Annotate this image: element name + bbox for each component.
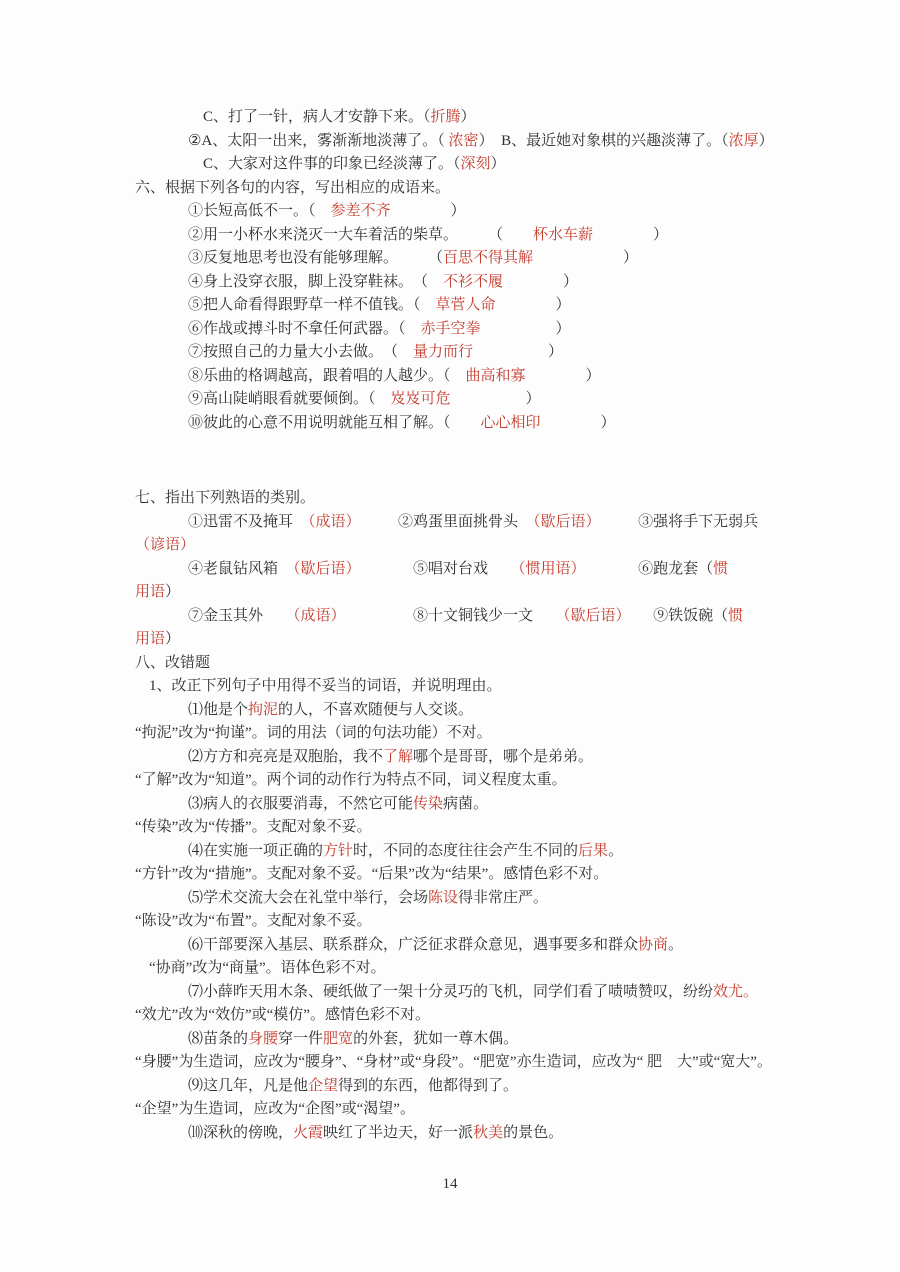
text-segment: ⑺小薛昨天用木条、硬纸做了一架十分灵巧的飞机，同学们看了啧啧赞叹，纷纷 [188, 983, 714, 1000]
text-segment: 哪个是哥哥，哪个是弟弟。 [413, 748, 594, 765]
section6-item-4 [188, 271, 840, 295]
answer-text: 了解 [383, 748, 414, 765]
text-segment: ） B、最近她对象棋的兴趣淡薄了。（ [478, 132, 729, 149]
section7-row-3-wrap [135, 628, 840, 652]
text-segment: ） [165, 631, 181, 647]
text-segment: ④老鼠钻风箱 [188, 560, 294, 577]
page-number: 14 [442, 1176, 458, 1192]
answer-text: 草菅人命 [435, 297, 496, 313]
text-segment: ①迅雷不及掩耳 [188, 513, 309, 530]
section8-item-5 [188, 887, 840, 911]
text-segment: ⑧乐曲的格调越高，跟着唱的人越少。（ [188, 367, 466, 384]
text-segment: ⑨高山陡峭眼看就要倾倒。（ [188, 391, 391, 407]
section8-answer-9 [135, 1098, 840, 1122]
answer-text: 折腾 [430, 109, 461, 125]
text-segment: ） [480, 320, 571, 337]
text-segment: ⑸学术交流大会在礼堂中举行，会场 [188, 889, 429, 906]
section6-item-9 [188, 388, 840, 412]
section6-item-1 [188, 200, 840, 224]
text-segment: C、打了一针，病人才安静下来。（ [203, 109, 431, 125]
text-segment: 时，不同的态度往往会产生不同的 [353, 842, 579, 859]
answer-text: 身腰 [248, 1030, 279, 1047]
text-segment: ⑤把人命看得跟野草一样不值钱。（ [188, 297, 436, 313]
text-segment: ⑥作战或搏斗时不拿任何武器。（ [188, 320, 421, 337]
answer-text: 岌岌可危 [390, 391, 451, 407]
text-segment: “方针”改为“措施”。支配对象不妥。“后果”改为“结果”。感情色彩不对。 [135, 866, 609, 882]
text-segment: 穿一件 [278, 1030, 324, 1047]
section8-item-2 [188, 746, 840, 770]
text-segment: ②A、太阳一出来，雾渐渐地淡薄了。（ [188, 132, 449, 149]
text-segment: “协商”改为“商量”。语体色彩不对。 [149, 960, 386, 976]
section6-item-10 [188, 412, 840, 436]
text-segment: 的人，不喜欢随便与人交谈。 [278, 701, 474, 718]
text-segment: “身腰”为生造词，应改为“腰身”、“身材”或“身段”。“肥宽”亦生造词，应改为“ 肥 大”或“宽大”。 [135, 1054, 772, 1070]
section8-answer-1 [135, 722, 840, 746]
text-segment: “企望”为生造词，应改为“企图”或“渴望”。 [135, 1101, 415, 1117]
text-segment: ） [525, 367, 601, 384]
section8-answer-2 [135, 769, 840, 793]
text-segment: ⑵方方和亮亮是双胞胎，我不 [188, 748, 384, 765]
text-segment: ⑥跑龙套（ [578, 560, 714, 577]
text-segment: 的景色。 [503, 1124, 564, 1141]
section8-answer-4 [135, 863, 840, 887]
text-segment: ④身上没穿衣服，脚上没穿鞋袜。 （ [188, 273, 444, 290]
document-body [135, 106, 840, 1145]
section8-answer-6 [149, 957, 840, 981]
section8-item-3 [188, 793, 840, 817]
section8-item-8 [188, 1028, 840, 1052]
answer-text: 浓厚 [728, 132, 759, 149]
text-segment: ） [533, 250, 639, 266]
answer-text: 企望 [308, 1077, 339, 1094]
answer-text: 曲高和寡 [465, 367, 526, 384]
text-segment: “了解”改为“知道”。两个词的动作行为特点不同，词义程度太重。 [135, 772, 567, 788]
section6-item-2 [188, 224, 840, 248]
answer-text: 陈设 [428, 889, 459, 906]
item-line-c1 [203, 106, 840, 130]
answer-text: （谚语） [135, 537, 196, 553]
answer-text: 肥宽 [323, 1030, 354, 1047]
section8-item-7 [188, 981, 840, 1005]
section8-answer-8 [135, 1051, 840, 1075]
text-segment: ⑼这几年，凡是他 [188, 1077, 309, 1094]
section7-row-1 [188, 511, 840, 535]
answer-text: （惯用语） [518, 560, 579, 577]
answer-text: 秋美 [473, 1124, 504, 1141]
text-segment: ） [390, 203, 466, 219]
text-segment: ①长短高低不一。（ [188, 203, 331, 219]
answer-text: （歇后语） [563, 607, 624, 624]
answer-text: 百思不得其解 [443, 250, 534, 266]
answer-text: （成语） [293, 607, 339, 624]
item-line-2ab [188, 130, 840, 154]
section8-item-6 [188, 934, 840, 958]
section7-row-2-wrap [135, 581, 840, 605]
text-segment: 。 [608, 842, 624, 859]
text-segment: ⑦金玉其外 [188, 607, 294, 624]
answer-text: （歇后语） [533, 513, 594, 530]
answer-text: 用语 [135, 631, 166, 647]
text-segment: ） [460, 109, 476, 125]
section6-item-7 [188, 341, 840, 365]
section-6-heading [135, 177, 840, 201]
text-segment: 得非常庄严。 [458, 889, 549, 906]
item-line-c2 [203, 153, 840, 177]
answer-text: 量力而行 [413, 344, 474, 360]
section8-item-9 [188, 1075, 840, 1099]
answer-text: 不衫不履 [443, 273, 504, 290]
answer-text: 传染 [413, 795, 444, 812]
answer-text: 效尤。 [713, 983, 759, 1000]
answer-text: 赤手空拳 [420, 320, 481, 337]
section7-row-3 [188, 605, 840, 629]
text-segment: ⑽深秋的傍晚， [188, 1124, 294, 1141]
text-segment: “传染”改为“传播”。支配对象不妥。 [135, 819, 372, 835]
text-segment: “拘泥”改为“拘谨”。词的用法（词的句法功能）不对。 [135, 725, 492, 741]
section6-item-6 [188, 318, 840, 342]
text-segment: ③反复地思考也没有能够理解。 （ [188, 250, 444, 266]
text-segment: ⑷在实施一项正确的 [188, 842, 324, 859]
answer-text: （成语） [308, 513, 354, 530]
answer-text: （歇后语） [293, 560, 354, 577]
section8-instruction [149, 675, 840, 699]
section8-item-1 [188, 699, 840, 723]
text-segment: ⑩彼此的心意不用说明就能互相了解。（ [188, 414, 481, 431]
section6-item-3 [188, 247, 840, 271]
text-segment: ） [758, 132, 774, 149]
section6-item-8 [188, 365, 840, 389]
answer-text: 拘泥 [248, 701, 279, 718]
answer-text: 心心相印 [480, 414, 541, 431]
text-segment: C、大家对这件事的印象已经淡薄了。（ [203, 156, 461, 172]
text-segment: 。 [668, 936, 684, 953]
section7-row-1-wrap [135, 534, 840, 558]
text-segment: 六、根据下列各句的内容，写出相应的成语来。 [135, 179, 451, 196]
text-segment: ②鸡蛋里面挑骨头 [353, 513, 534, 530]
text-segment: ） [593, 226, 669, 243]
text-segment: 七、指出下列熟语的类别。 [135, 490, 316, 506]
text-segment: 八、改错题 [135, 654, 211, 671]
text-segment: ⑴他是个 [188, 701, 249, 718]
answer-text: 深刻 [460, 156, 491, 172]
answer-text: 惯 [713, 560, 729, 577]
answer-text: 火霞 [293, 1124, 324, 1141]
text-segment: ⑨铁饭碗（ [623, 607, 729, 624]
text-segment: ） [450, 391, 541, 407]
text-segment: ⑤唱对台戏 [353, 560, 519, 577]
text-segment: ） [490, 156, 506, 172]
text-segment: “效尤”改为“效仿”或“模仿”。感情色彩不对。 [135, 1007, 430, 1023]
section8-item-10 [188, 1122, 840, 1146]
text-segment: ⑻苗条的 [188, 1030, 249, 1047]
answer-text: 惯 [728, 607, 744, 624]
text-segment: ⑶病人的衣服要消毒，不然它可能 [188, 795, 414, 812]
text-segment: 1、改正下列句子中用得不妥当的词语，并说明理由。 [149, 678, 502, 694]
text-segment: ⑧十文铜钱少一文 [338, 607, 564, 624]
text-segment: “陈设”改为“布置”。支配对象不妥。 [135, 913, 372, 929]
answer-text: 用语 [135, 584, 166, 600]
text-segment: 得到的东西，他都得到了。 [338, 1077, 519, 1094]
section-7-heading [135, 487, 840, 511]
text-segment: 病菌。 [443, 795, 489, 812]
text-segment: ） [503, 273, 579, 290]
text-segment: ） [495, 297, 571, 313]
answer-text: 协商 [638, 936, 669, 953]
answer-text: 杯水车薪 [533, 226, 594, 243]
answer-text: 后果 [578, 842, 609, 859]
text-segment: 映红了半边天，好一派 [323, 1124, 474, 1141]
answer-text: 浓密 [448, 132, 479, 149]
answer-text: 方针 [323, 842, 354, 859]
text-segment: ） [473, 344, 564, 360]
section8-item-4 [188, 840, 840, 864]
section8-answer-3 [135, 816, 840, 840]
text-segment: ②用一小杯水来浇灭一大车着活的柴草。 （ [188, 226, 534, 243]
text-segment: ） [540, 414, 616, 431]
section8-answer-5 [135, 910, 840, 934]
text-segment: 的外套，犹如一尊木偶。 [353, 1030, 519, 1047]
text-segment: ⑦按照自己的力量大小去做。 （ [188, 344, 414, 360]
answer-text: 参差不齐 [330, 203, 391, 219]
text-segment: ⑹干部要深入基层、联系群众，广泛征求群众意见，遇事要多和群众 [188, 936, 639, 953]
section7-row-2 [188, 558, 840, 582]
text-segment: ③强将手下无弱兵 [593, 513, 759, 530]
section6-item-5 [188, 294, 840, 318]
section-8-heading [135, 652, 840, 676]
text-segment: ） [165, 584, 181, 600]
section8-answer-7 [135, 1004, 840, 1028]
